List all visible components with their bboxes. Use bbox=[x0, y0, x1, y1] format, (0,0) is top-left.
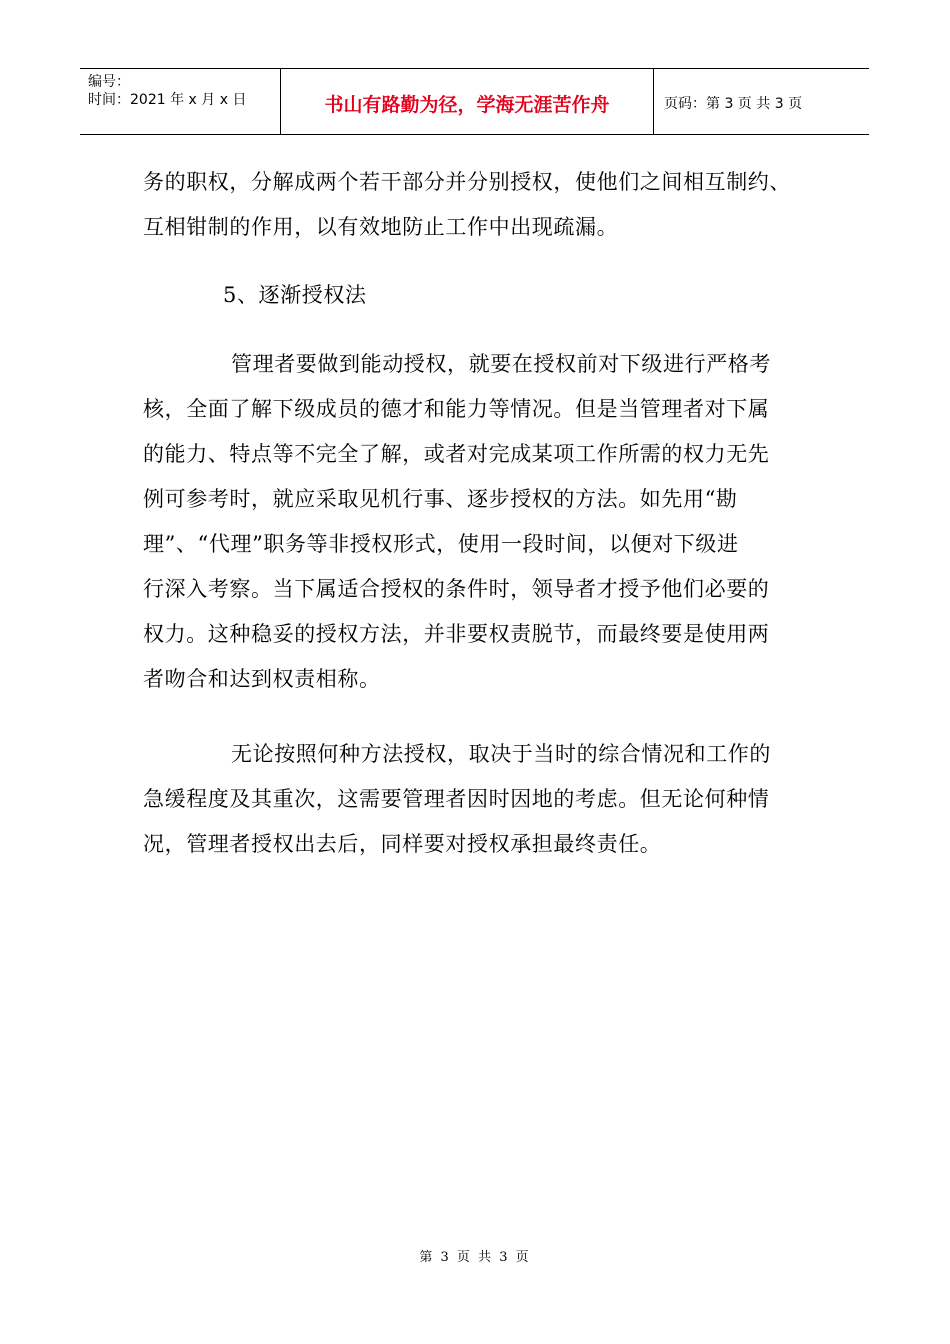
paragraph-line: 行深入考察。当下属适合授权的条件时，领导者才授予他们必要的 bbox=[143, 577, 770, 601]
paragraph-line: 况，管理者授权出去后，同样要对授权承担最终责任。 bbox=[143, 832, 662, 856]
paragraph-line: 的能力、特点等不完全了解，或者对完成某项工作所需的权力无先 bbox=[143, 442, 770, 466]
paragraph-line: 无论按照何种方法授权，取决于当时的综合情况和工作的 bbox=[231, 742, 771, 766]
paragraph-line: 者吻合和达到权责相称。 bbox=[143, 667, 381, 691]
paragraph-line: 管理者要做到能动授权，就要在授权前对下级进行严格考 bbox=[231, 352, 771, 376]
paragraph-line: 理”、“代理”职务等非授权形式，使用一段时间，以便对下级进 bbox=[143, 532, 739, 556]
document-number: 编号： bbox=[88, 74, 130, 90]
section-heading: 5、逐渐授权法 bbox=[223, 283, 367, 307]
paragraph-line: 例可参考时，就应采取见机行事、逐步授权的方法。如先用“勘 bbox=[143, 487, 738, 511]
document-date: 时间：2021 年 x 月 x 日 bbox=[88, 92, 247, 108]
paragraph-line: 权力。这种稳妥的授权方法，并非要权责脱节，而最终要是使用两 bbox=[143, 622, 770, 646]
header-page-number: 页码：第 3 页 共 3 页 bbox=[664, 95, 803, 112]
paragraph-line: 急缓程度及其重次，这需要管理者因时因地的考虑。但无论何种情 bbox=[143, 787, 770, 811]
paragraph-line: 互相钳制的作用，以有效地防止工作中出现疏漏。 bbox=[143, 215, 619, 239]
header-motto: 书山有路勤为径，学海无涯苦作舟 bbox=[281, 69, 654, 134]
header-meta bbox=[80, 69, 281, 134]
paragraph-line: 务的职权，分解成两个若干部分并分别授权，使他们之间相互制约、 bbox=[143, 170, 791, 194]
page-header bbox=[80, 68, 869, 135]
page-footer: 第 3 页 共 3 页 bbox=[419, 1250, 531, 1265]
paragraph-line: 核，全面了解下级成员的德才和能力等情况。但是当管理者对下属 bbox=[143, 397, 770, 421]
document-body bbox=[143, 160, 803, 867]
